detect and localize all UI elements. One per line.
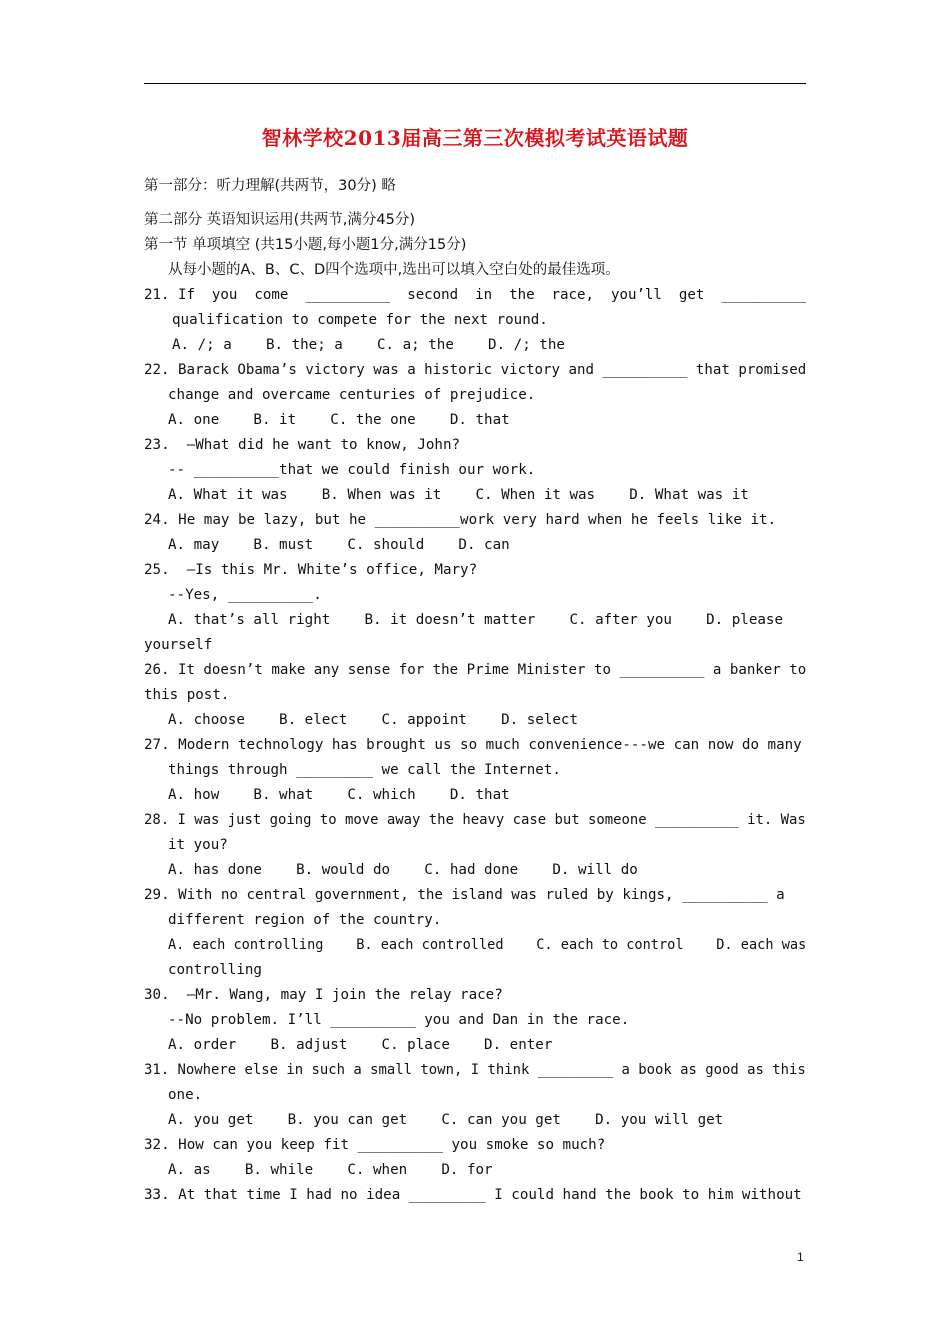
- header-rule: [144, 83, 806, 84]
- section-one-heading: 第一节 单项填空 (共15小题,每小题1分,满分15分): [144, 237, 467, 253]
- question-31-options: A. you get B. you can get C. can you get D. you will get: [168, 1112, 724, 1128]
- question-31-stem-cont: one.: [168, 1087, 203, 1103]
- question-27-options: A. how B. what C. which D. that: [168, 787, 510, 803]
- question-22-stem: 22. Barack Obama’s victory was a historic victory and __________ that promised: [144, 362, 807, 378]
- question-30-stem-cont: --No problem. I’ll __________ you and Dan in the race.: [168, 1012, 630, 1028]
- question-24-options: A. may B. must C. should D. can: [168, 537, 510, 553]
- question-29-options-cont: controlling: [168, 962, 262, 978]
- question-29-stem: 29. With no central government, the island was ruled by kings, __________ a: [144, 887, 785, 903]
- question-28-stem-cont: it you?: [168, 837, 228, 853]
- part-one-heading: 第一部分：听力理解(共两节，30分) 略: [144, 178, 396, 194]
- question-25-options: A. that’s all right B. it doesn’t matter C. after you D. please: [168, 612, 783, 628]
- question-31-stem: 31. Nowhere else in such a small town, I think _________ a book as good as this: [144, 1062, 806, 1078]
- question-23-stem: 23. –What did he want to know, John?: [144, 437, 461, 453]
- question-30-stem: 30. –Mr. Wang, may I join the relay race?: [144, 987, 503, 1003]
- question-29-options: A. each controlling B. each controlled C. each to control D. each was: [168, 937, 807, 953]
- question-21-stem-cont: qualification to compete for the next round.: [172, 312, 548, 328]
- question-32-stem: 32. How can you keep fit __________ you smoke so much?: [144, 1137, 606, 1153]
- question-25-stem: 25. –Is this Mr. White’s office, Mary?: [144, 562, 478, 578]
- question-23-stem-cont: -- __________that we could finish our work.: [168, 462, 536, 478]
- question-28-options: A. has done B. would do C. had done D. will do: [168, 862, 638, 878]
- question-27-stem-cont: things through _________ we call the Internet.: [168, 762, 561, 778]
- question-28-stem: 28. I was just going to move away the heavy case but someone __________ it. Was: [144, 812, 806, 828]
- instruction-text: 从每小题的A、B、C、D四个选项中,选出可以填入空白处的最佳选项。: [168, 262, 620, 278]
- question-26-stem-cont: this post.: [144, 687, 230, 703]
- question-32-options: A. as B. while C. when D. for: [168, 1162, 493, 1178]
- question-29-stem-cont: different region of the country.: [168, 912, 442, 928]
- question-24-stem: 24. He may be lazy, but he __________work very hard when he feels like it.: [144, 512, 777, 528]
- question-26-stem: 26. It doesn’t make any sense for the Prime Minister to __________ a banker to: [144, 662, 807, 678]
- question-25-stem-cont: --Yes, __________.: [168, 587, 322, 603]
- question-21-options: A. /; a B. the; a C. a; the D. /; the: [172, 337, 565, 353]
- question-30-options: A. order B. adjust C. place D. enter: [168, 1037, 553, 1053]
- question-22-options: A. one B. it C. the one D. that: [168, 412, 510, 428]
- question-27-stem: 27. Modern technology has brought us so much convenience---we can now do many: [144, 737, 802, 753]
- page-number: 1: [797, 1250, 804, 1264]
- question-21-stem: 21. If you come __________ second in the race, you’ll get __________: [144, 287, 807, 303]
- part-two-heading: 第二部分 英语知识运用(共两节,满分45分): [144, 212, 415, 228]
- question-23-options: A. What it was B. When was it C. When it was D. What was it: [168, 487, 749, 503]
- question-22-stem-cont: change and overcame centuries of prejudice.: [168, 387, 536, 403]
- page-title: 智林学校2013届高三第三次模拟考试英语试题: [261, 126, 689, 150]
- question-33-stem: 33. At that time I had no idea _________ I could hand the book to him without: [144, 1187, 802, 1203]
- question-26-options: A. choose B. elect C. appoint D. select: [168, 712, 578, 728]
- question-25-options-cont: yourself: [144, 637, 213, 653]
